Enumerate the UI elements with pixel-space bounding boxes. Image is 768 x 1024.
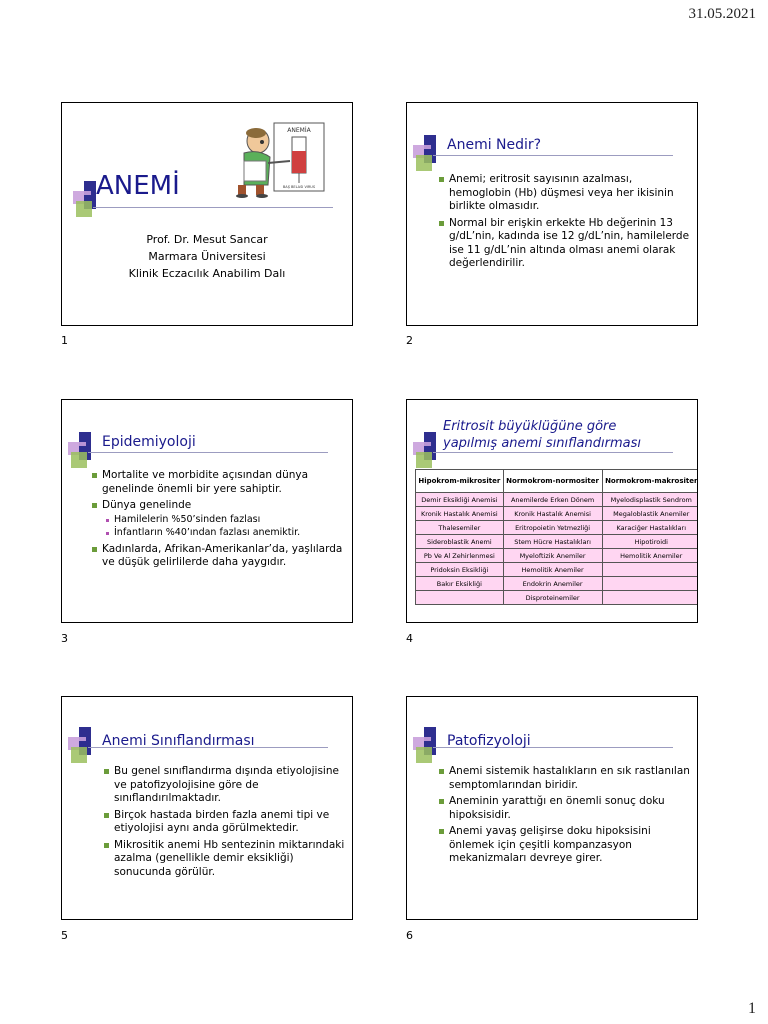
- university-name: Marmara Üniversitesi: [148, 250, 266, 263]
- slide-decoration: [68, 432, 102, 472]
- slide-number: 6: [406, 929, 413, 942]
- slide-4: [406, 399, 698, 623]
- table-cell: Eritropoietin Yetmezliği: [503, 521, 602, 535]
- table-row: [416, 535, 699, 549]
- table-row: [416, 493, 699, 507]
- table-cell: Hipotiroidi: [602, 535, 698, 549]
- author-name: Prof. Dr. Mesut Sancar: [146, 233, 268, 246]
- table-cell: Bakır Eksikliği: [416, 577, 504, 591]
- illustration-chart-title: ANEMİA: [287, 127, 311, 134]
- slide-number: 3: [61, 632, 68, 645]
- bullet-item: Birçok hastada birden fazla anemi tipi ve etiyolojisi aynı anda görülmektedir.: [102, 809, 350, 836]
- bullet-item: Normal bir erişkin erkekte Hb değerinin 13 g/dL’nin, kadında ise 12 g/dL’nin, hamilelerde ise 11 g/dL’nin altında olması anemi olarak değerlendirilir.: [437, 217, 695, 271]
- table-cell: Kronik Hastalık Anemisi: [503, 507, 602, 521]
- table-cell: [416, 591, 504, 605]
- sub-bullet-list: [102, 514, 348, 540]
- table-row: [416, 521, 699, 535]
- table-cell: Megaloblastik Anemiler: [602, 507, 698, 521]
- slide-number: 1: [61, 334, 68, 347]
- bullet-item: Bu genel sınıflandırma dışında etiyolojisine ve patofizyolojisine göre de sınıflandırılmaktadır.: [102, 765, 350, 806]
- table-cell: Hemolitik Anemiler: [602, 549, 698, 563]
- table-header: Hipokrom-mikrositer: [416, 470, 504, 493]
- department-name: Klinik Eczacılık Anabilim Dalı: [128, 267, 286, 280]
- slide-number: 5: [61, 929, 68, 942]
- slide-decoration: [413, 432, 447, 472]
- bullet-item: Mortalite ve morbidite açısından dünya genelinde önemli bir yere sahiptir.: [90, 469, 348, 496]
- illustration-caption: BAŞ BELASI VIRUS: [282, 185, 316, 189]
- table-cell: Sideroblastik Anemi: [416, 535, 504, 549]
- slide-6: [406, 696, 698, 920]
- slide-title: Epidemiyoloji: [102, 434, 196, 450]
- table-row: [416, 549, 699, 563]
- table-cell: Myeloftizik Anemiler: [503, 549, 602, 563]
- table-cell: Kronik Hastalık Anemisi: [416, 507, 504, 521]
- slide-3: [61, 399, 353, 623]
- table-cell: Pb Ve Al Zehirlenmesi: [416, 549, 504, 563]
- table-cell: Hemolitik Anemiler: [503, 563, 602, 577]
- slide-number: 4: [406, 632, 413, 645]
- slide-2: [406, 102, 698, 326]
- bullet-item: Aneminin yarattığı en önemli sonuç doku hipoksisidir.: [437, 795, 695, 822]
- table-cell: Thalesemiler: [416, 521, 504, 535]
- slide-1: [61, 102, 353, 326]
- slide-number: 2: [406, 334, 413, 347]
- slide-decoration: [413, 135, 447, 175]
- classification-table: [415, 469, 698, 605]
- doctor-illustration: [222, 121, 337, 199]
- slide-title: Patofizyoloji: [447, 733, 531, 749]
- table-cell: Karaciğer Hastalıkları: [602, 521, 698, 535]
- bullet-item: Anemi; eritrosit sayısının azalması, hemoglobin (Hb) düşmesi veya her ikisinin birlikte olmasıdır.: [437, 173, 695, 214]
- header-date: 31.05.2021: [688, 6, 756, 22]
- slide-5: [61, 696, 353, 920]
- slide-title: Anemi Nedir?: [447, 137, 542, 153]
- sub-bullet-item: İnfantların %40’ından fazlası anemiktir.: [102, 527, 348, 540]
- table-cell: Endokrin Anemiler: [503, 577, 602, 591]
- bullet-item: Anemi yavaş gelişirse doku hipoksisini önlemek için çeşitli kompanzasyon mekanizmaları devreye girer.: [437, 825, 695, 866]
- bullet-item: Anemi sistemik hastalıkların en sık rastlanılan semptomlarından biridir.: [437, 765, 695, 792]
- table-header: Normokrom-normositer: [503, 470, 602, 493]
- sub-bullet-item: Hamilelerin %50’sinden fazlası: [102, 514, 348, 527]
- table-row: [416, 577, 699, 591]
- bullet-list: [437, 765, 695, 869]
- bullet-list: [102, 765, 350, 882]
- slide-title-line1: Eritrosit büyüklüğüne göre: [443, 419, 617, 434]
- bullet-item: [90, 499, 348, 540]
- bullet-item: Mikrositik anemi Hb sentezinin miktarındaki azalma (genellikle demir eksikliği) sonucunda görülür.: [102, 839, 350, 880]
- bullet-item: Kadınlarda, Afrikan-Amerikanlar’da, yaşlılarda ve düşük gelirlilerde daha yaygıdır.: [90, 543, 348, 570]
- table-cell: Pridoksin Eksikliği: [416, 563, 504, 577]
- table-cell: [602, 563, 698, 577]
- table-cell: [602, 577, 698, 591]
- slide-title-line2: yapılmış anemi sınıflandırması: [443, 436, 641, 451]
- slide-title: Anemi Sınıflandırması: [102, 733, 255, 749]
- table-cell: Stem Hücre Hastalıkları: [503, 535, 602, 549]
- page-number: 1: [748, 1000, 756, 1017]
- table-row: [416, 507, 699, 521]
- table-cell: [602, 591, 698, 605]
- table-cell: Demir Eksikliği Anemisi: [416, 493, 504, 507]
- table-row: [416, 591, 699, 605]
- slide-decoration: [68, 727, 102, 767]
- table-cell: Anemilerde Erken Dönem: [503, 493, 602, 507]
- slide-decoration: [413, 727, 447, 767]
- table-cell: Myelodisplastik Sendrom: [602, 493, 698, 507]
- table-header: Normokrom-makrositer: [602, 470, 698, 493]
- bullet-text: Dünya genelinde: [102, 499, 192, 511]
- bullet-list: [437, 173, 695, 274]
- table-cell: Disproteinemiler: [503, 591, 602, 605]
- table-row: [416, 563, 699, 577]
- bullet-list: [90, 469, 348, 573]
- slide-title: ANEMİ: [96, 171, 180, 201]
